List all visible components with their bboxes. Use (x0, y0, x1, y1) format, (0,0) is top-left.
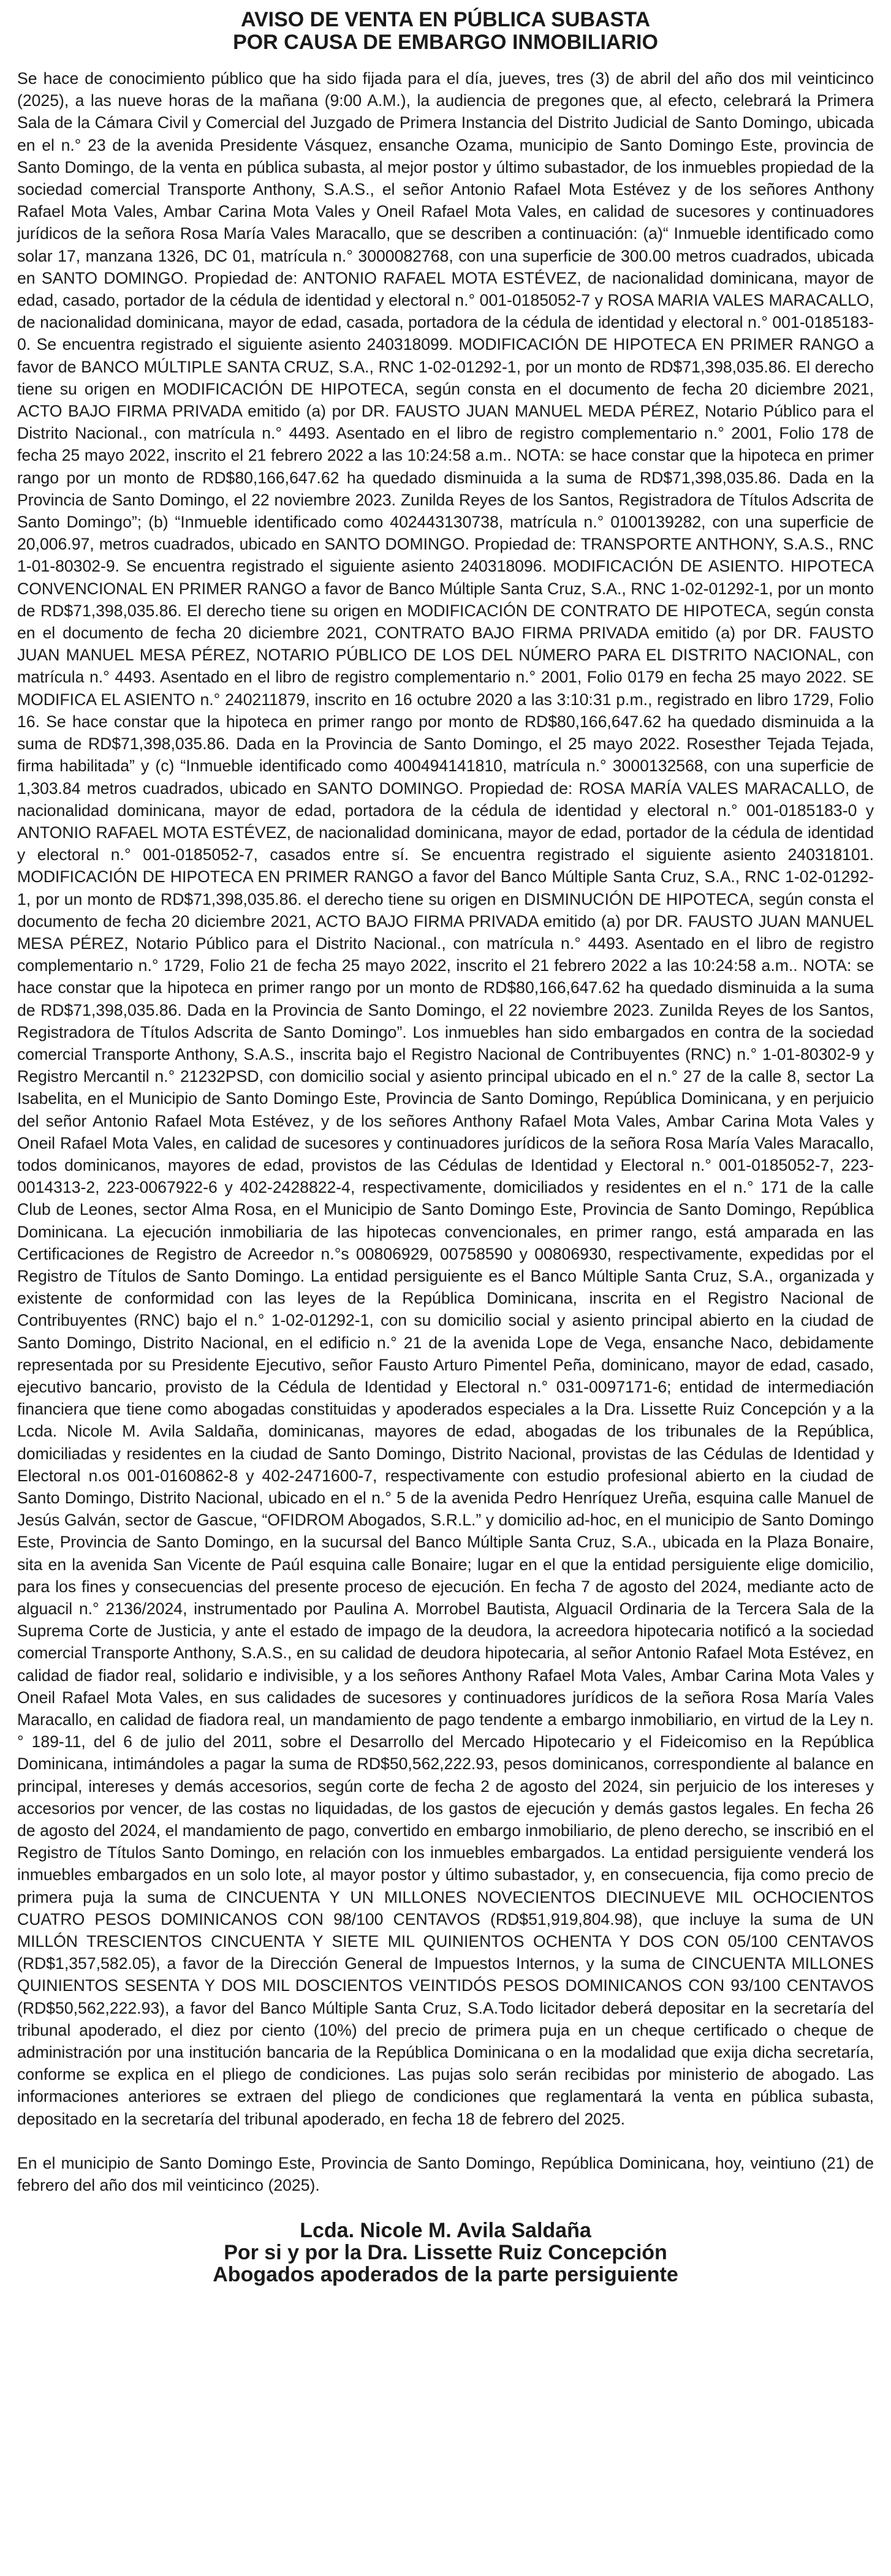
signature-on-behalf: Por si y por la Dra. Lissette Ruiz Concepción (224, 2241, 667, 2265)
signature-block (17, 2219, 874, 2286)
signature-name: Lcda. Nicole M. Avila Saldaña (300, 2219, 591, 2243)
notice-body: Se hace de conocimiento público que ha sido fijada para el día, jueves, tres (3) de abril del año dos mil veinticinco (2025), a las nueve horas de la mañana (9:00 A.M.), la audiencia de pregones que, al efecto, celebrará la Primera Sala de la Cámara Civil y Comercial del Juzgado de Primera Instancia del Distrito Judicial de Santo Domingo, ubicada en el n.° 23 de la avenida Presidente Vásquez, ensanche Ozama, municipio de Santo Domingo Este, provincia de Santo Domingo, de la venta en pública subasta, al mejor postor y último subastador, de los inmuebles propiedad de la sociedad comercial Transporte Anthony, S.A.S., el señor Antonio Rafael Mota Estévez y de los señores Anthony Rafael Mota Vales, Ambar Carina Mota Vales y Oneil Rafael Mota Vales, en calidad de sucesores y continuadores jurídicos de la señora Rosa María Vales Maracallo, que se describen a continuación: (a)“ Inmueble identificado como solar 17, manzana 1326, DC 01, matrícula n.° 3000082768, con una superficie de 300.00 metros cuadrados, ubicada en SANTO DOMINGO. Propiedad de: ANTONIO RAFAEL MOTA ESTÉVEZ, de nacionalidad dominicana, mayor de edad, casado, portador de la cédula de identidad y electoral n.° 001-0185052-7 y ROSA MARIA VALES MARACALLO, de nacionalidad dominicana, mayor de edad, casada, portadora de la cédula de identidad y electoral n.° 001-0185183-0. Se encuentra registrado el siguiente asiento 240318099. MODIFICACIÓN DE HIPOTECA EN PRIMER RANGO a favor de BANCO MÚLTIPLE SANTA CRUZ, S.A., RNC 1-02-01292-1, por un monto de RD$71,398,035.86. El derecho tiene su origen en MODIFICACIÓN DE HIPOTECA, según consta en el documento de fecha 20 diciembre 2021, ACTO BAJO FIRMA PRIVADA emitido (a) por DR. FAUSTO JUAN MANUEL MEDA PÉREZ, Notario Público para el Distrito Nacional., con matrícula n.° 4493. Asentado en el libro de registro complementario n.° 2001, Folio 178 de fecha 25 mayo 2022, inscrito el 21 febrero 2022 a las 10:24:58 a.m.. NOTA: se hace constar que la hipoteca en primer rango por un monto de RD$80,166,647.62 ha quedado disminuida a la suma de RD$71,398,035.86. Dada en la Provincia de Santo Domingo, el 22 noviembre 2023. Zunilda Reyes de los Santos, Registradora de Títulos Adscrita de Santo Domingo”; (b) “Inmueble identificado como 402443130738, matrícula n.° 0100139282, con una superficie de 20,006.97, metros cuadrados, ubicado en SANTO DOMINGO. Propiedad de: TRANSPORTE ANTHONY, S.A.S., RNC 1-01-80302-9. Se encuentra registrado el siguiente asiento 240318096. MODIFICACIÓN DE ASIENTO. HIPOTECA CONVENCIONAL EN PRIMER RANGO a favor de Banco Múltiple Santa Cruz, S.A., RNC 1-02-01292-1, por un monto de RD$71,398,035.86. El derecho tiene su origen en MODIFICACIÓN DE CONTRATO DE HIPOTECA, según consta en el documento de fecha 20 diciembre 2021, CONTRATO BAJO FIRMA PRIVADA emitido (a) por DR. FAUSTO JUAN MANUEL MESA PÉREZ, NOTARIO PÚBLICO DE LOS DEL NÚMERO PARA EL DISTRITO NACIONAL, con matrícula n.° 4493. Asentado en el libro de registro complementario n.° 2001, Folio 0179 en fecha 25 mayo 2022. SE MODIFICA EL ASIENTO n.° 240211879, inscrito en 16 octubre 2020 a las 3:10:31 p.m., registrado en libro 1729, Folio 16. Se hace constar que la hipoteca en primer rango por monto de RD$80,166,647.62 ha quedado disminuida a la suma de RD$71,398,035.86. Dada en la Provincia de Santo Domingo, el 25 mayo 2022. Rosesther Tejada Tejada, firma habilitada” y (c) “Inmueble identificado como 400494141810, matrícula n.° 3000132568, con una superficie de 1,303.84 metros cuadrados, ubicado en SANTO DOMINGO. Propiedad de: ROSA MARÍA VALES MARACALLO, de nacionalidad dominicana, mayor de edad, portadora de la cédula de identidad y electoral n.° 001-0185183-0 y ANTONIO RAFAEL MOTA ESTÉVEZ, de nacionalidad dominicana, mayor de edad, portador de la cédula de identidad y electoral n.° 001-0185052-7, casados entre sí. Se encuentra registrado el siguiente asiento 240318101. MODIFICACIÓN DE HIPOTECA EN PRIMER RANGO a favor del Banco Múltiple Santa Cruz, S.A., RNC 1-02-01292-1, por un monto de RD$71,398,035.86. el derecho tiene su origen en DISMINUCIÓN DE HIPOTECA, según consta el documento de fecha 20 diciembre 2021, ACTO BAJO FIRMA PRIVADA emitido (a) por DR. FAUSTO JUAN MANUEL MESA PÉREZ, Notario Público para el Distrito Nacional., con matrícula n.° 4493. Asentado en el libro de registro complementario n.° 1729, Folio 21 de fecha 25 mayo 2022, inscrito el 21 febrero 2022 a las 10:24:58 a.m.. NOTA: se hace constar que la hipoteca en primer rango por un monto de RD$80,166,647.62 ha quedado disminuida a la suma de RD$71,398,035.86. Dada en la Provincia de Santo Domingo, el 22 noviembre 2023. Zunilda Reyes de los Santos, Registradora de Títulos Adscrita de Santo Domingo”. Los inmuebles han sido embargados en contra de la sociedad comercial Transporte Anthony, S.A.S., inscrita bajo el Registro Nacional de Contribuyentes (RNC) n.° 1-01-80302-9 y Registro Mercantil n.° 21232PSD, con domicilio social y asiento principal ubicado en el n.° 27 de la calle 8, sector La Isabelita, en el Municipio de Santo Domingo Este, Provincia de Santo Domingo, República Dominicana, y en perjuicio del señor Antonio Rafael Mota Estévez, y de los señores Anthony Rafael Mota Vales, Ambar Carina Mota Vales y Oneil Rafael Mota Vales, en calidad de sucesores y continuadores jurídicos de la señora Rosa María Vales Maracallo, todos dominicanos, mayores de edad, provistos de las Cédulas de Identidad y Electoral n.° 001-0185052-7, 223-0014313-2, 223-0067922-6 y 402-2428822-4, respectivamente, domiciliados y residentes en el n.° 171 de la calle Club de Leones, sector Alma Rosa, en el Municipio de Santo Domingo Este, Provincia de Santo Domingo, República Dominicana. La ejecución inmobiliaria de las hipotecas convencionales, en primer rango, está amparada en las Certificaciones de Registro de Acreedor n.°s 00806929, 00758590 y 00806930, respectivamente, expedidas por el Registro de Títulos de Santo Domingo. La entidad persiguiente es el Banco Múltiple Santa Cruz, S.A., organizada y existente de conformidad con las leyes de la República Dominicana, inscrita en el Registro Nacional de Contribuyentes (RNC) bajo el n.° 1-02-01292-1, con su domicilio social y asiento principal abierto en la ciudad de Santo Domingo, Distrito Nacional, en el edificio n.° 21 de la avenida Lope de Vega, ensanche Naco, debidamente representada por su Presidente Ejecutivo, señor Fausto Arturo Pimentel Peña, dominicano, mayor de edad, casado, ejecutivo bancario, provisto de la Cédula de Identidad y Electoral n.° 031-0097171-6; entidad de intermediación financiera que tiene como abogadas constituidas y apoderados especiales a la Dra. Lissette Ruiz Concepción y a la Lcda. Nicole M. Avila Saldaña, dominicanas, mayores de edad, abogadas de los tribunales de la República, domiciliadas y residentes en la ciudad de Santo Domingo, Distrito Nacional, provistas de las Cédulas de Identidad y Electoral n.os 001-0160862-8 y 402-2471600-7, respectivamente con estudio profesional abierto en la ciudad de Santo Domingo, Distrito Nacional, ubicado en el n.° 5 de la avenida Pedro Henríquez Ureña, esquina calle Manuel de Jesús Galván, sector de Gascue, “OFIDROM Abogados, S.R.L.” y domicilio ad-hoc, en el municipio de Santo Domingo Este, Provincia de Santo Domingo, en la sucursal del Banco Múltiple Santa Cruz, S.A., ubicada en la Plaza Bonaire, sita en la avenida San Vicente de Paúl esquina calle Bonaire; lugar en el que la entidad persiguiente elige domicilio, para los fines y consecuencias del presente proceso de ejecución. En fecha 7 de agosto del 2024, mediante acto de alguacil n.° 2136/2024, instrumentado por Paulina A. Morrobel Bautista, Alguacil Ordinaria de la Tercera Sala de la Suprema Corte de Justicia, y ante el estado de impago de la deudora, la acreedora hipotecaria notificó a la sociedad comercial Transporte Anthony, S.A.S., en su calidad de deudora hipotecaria, al señor Antonio Rafael Mota Estévez, en calidad de fiador real, solidario e indivisible, y a los señores Anthony Rafael Mota Vales, Ambar Carina Mota Vales y Oneil Rafael Mota Vales, en sus calidades de sucesores y continuadores jurídicos de la señora Rosa María Vales Maracallo, en calidad de fiadora real, un mandamiento de pago tendente a embargo inmobiliario, en virtud de la Ley n.° 189-11, del 6 de julio del 2011, sobre el Desarrollo del Mercado Hipotecario y el Fideicomiso en la República Dominicana, intimándoles a pagar la suma de RD$50,562,222.93, pesos dominicanos, correspondiente al balance en principal, intereses y demás accesorios, según corte de fecha 2 de agosto del 2024, sin perjuicio de los intereses y accesorios por vencer, de las costas no liquidadas, de los gastos de ejecución y demás gastos legales. En fecha 26 de agosto del 2024, el mandamiento de pago, convertido en embargo inmobiliario, de pleno derecho, se inscribió en el Registro de Títulos Santo Domingo, en relación con los inmuebles embargados. La entidad persiguiente venderá los inmuebles embargados en un solo lote, al mayor postor y último subastador, y, en consecuencia, fija como precio de primera puja la suma de CINCUENTA Y UN MILLONES NOVECIENTOS DIECINUEVE MIL OCHOCIENTOS CUATRO PESOS DOMINICANOS CON 98/100 CENTAVOS (RD$51,919,804.98), que incluye la suma de UN MILLÓN TRESCIENTOS CINCUENTA Y SIETE MIL QUINIENTOS OCHENTA Y DOS CON 05/100 CENTAVOS (RD$1,357,582.05), a favor de la Dirección General de Impuestos Internos, y la suma de CINCUENTA MILLONES QUINIENTOS SESENTA Y DOS MIL DOSCIENTOS VEINTIDÓS PESOS DOMINICANOS CON 93/100 CENTAVOS (RD$50,562,222.93), a favor del Banco Múltiple Santa Cruz, S.A.Todo licitador deberá depositar en la secretaría del tribunal apoderado, el diez por ciento (10%) del precio de primera puja en un cheque certificado o cheque de administración por una institución bancaria de la República Dominicana o en la modalidad que exija dicha secretaría, conforme se explica en el pliego de condiciones. Las pujas solo serán recibidas por ministerio de abogado. Las informaciones anteriores se extraen del pliego de condiciones que reglamentará la venta en pública subasta, depositado en la secretaría del tribunal apoderado, en fecha 18 de febrero del 2025. (17, 69, 874, 2128)
notice-title (17, 9, 874, 54)
notice-closing: En el municipio de Santo Domingo Este, Provincia de Santo Domingo, República Dominicana, hoy, veintiuno (21) de febrero del año dos mil veinticinco (2025). (17, 2153, 874, 2195)
title-line-1: AVISO DE VENTA EN PÚBLICA SUBASTA (240, 8, 651, 31)
signature-role: Abogados apoderados de la parte persiguiente (213, 2263, 678, 2287)
title-line-2: POR CAUSA DE EMBARGO INMOBILIARIO (233, 31, 658, 54)
